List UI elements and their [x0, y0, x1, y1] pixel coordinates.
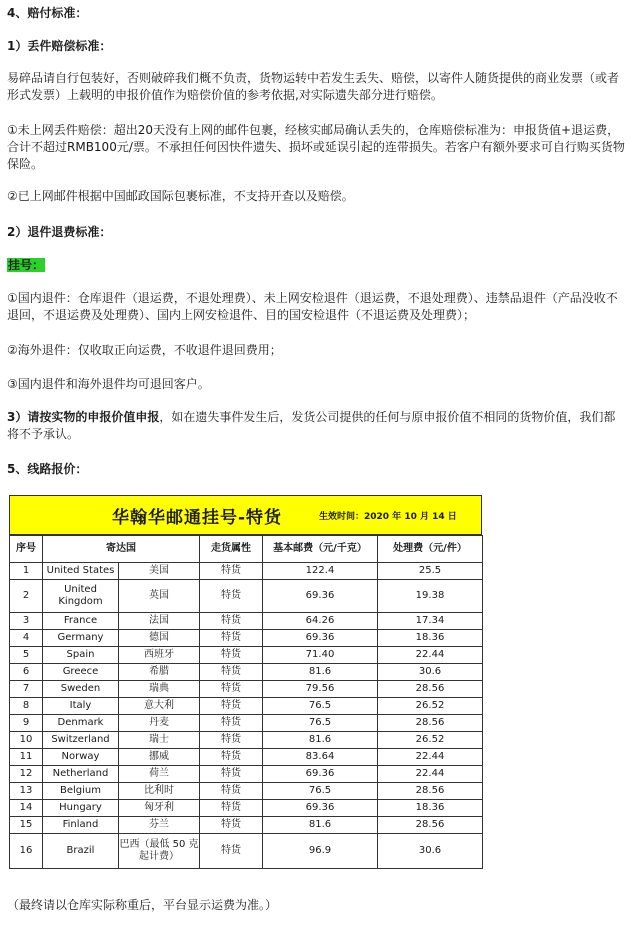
- country-en-cell: Greece: [43, 664, 119, 681]
- country-en-cell: Denmark: [43, 715, 119, 732]
- table-row: [10, 664, 483, 681]
- cargo-attribute-cell: 特货: [200, 834, 263, 869]
- cargo-attribute-cell: 特货: [200, 698, 263, 715]
- handling-fee-cell: 18.36: [378, 800, 483, 817]
- base-fee-cell: 76.5: [263, 698, 378, 715]
- country-cn-cell: 法国: [119, 613, 200, 630]
- handling-fee-cell: 19.38: [378, 580, 483, 613]
- country-en-cell: Spain: [43, 647, 119, 664]
- table-row: [10, 817, 483, 834]
- header-destination: 寄达国: [43, 536, 200, 563]
- country-en-cell: Belgium: [43, 783, 119, 800]
- base-fee-cell: 83.64: [263, 749, 378, 766]
- handling-fee-cell: 28.56: [378, 817, 483, 834]
- table-row: [10, 800, 483, 817]
- handling-fee-cell: 30.6: [378, 834, 483, 869]
- cargo-attribute-cell: 特货: [200, 732, 263, 749]
- declared-value-rest: ，如在遗失事件发生后，发货公司提供的任何与原申报价值不相同的货物价值，我们都将不予承认。: [7, 410, 616, 441]
- row-number-cell: 14: [10, 800, 43, 817]
- base-fee-cell: 81.6: [263, 732, 378, 749]
- paragraph-unscanned-loss: ①未上网丢件赔偿：超出20天没有上网的邮件包裹，经核实邮局确认丢失的，仓库赔偿标准为：申报货值+退运费，合计不超过RMB100元/票。不承担任何因快件遗失、损坏或延误引起的连带损失。若客户有额外要求可自行购买货物保险。: [7, 123, 625, 171]
- cargo-attribute-cell: 特货: [200, 715, 263, 732]
- row-number-cell: 5: [10, 647, 43, 664]
- section-4-2-title: 2）退件退费标准：: [7, 225, 112, 239]
- paragraph-scanned-loss: ②已上网邮件根据中国邮政国际包裹标准，不支持开查以及赔偿。: [7, 189, 354, 203]
- handling-fee-cell: 28.56: [378, 715, 483, 732]
- base-fee-cell: 71.40: [263, 647, 378, 664]
- country-en-cell: Sweden: [43, 681, 119, 698]
- handling-fee-cell: 25.5: [378, 563, 483, 580]
- cargo-attribute-cell: 特货: [200, 681, 263, 698]
- row-number-cell: 4: [10, 630, 43, 647]
- table-row: [10, 563, 483, 580]
- cargo-attribute-cell: 特货: [200, 766, 263, 783]
- row-number-cell: 7: [10, 681, 43, 698]
- table-row: [10, 783, 483, 800]
- base-fee-cell: 69.36: [263, 580, 378, 613]
- registered-label: [7, 257, 627, 274]
- row-number-cell: 6: [10, 664, 43, 681]
- price-table: [9, 535, 483, 869]
- country-en-cell: Germany: [43, 630, 119, 647]
- country-en-cell: Hungary: [43, 800, 119, 817]
- cargo-attribute-cell: 特货: [200, 817, 263, 834]
- country-cn-cell: 瑞士: [119, 732, 200, 749]
- base-fee-cell: 69.36: [263, 630, 378, 647]
- base-fee-cell: 69.36: [263, 800, 378, 817]
- base-fee-cell: 69.36: [263, 766, 378, 783]
- base-fee-cell: 81.6: [263, 664, 378, 681]
- handling-fee-cell: 30.6: [378, 664, 483, 681]
- base-fee-cell: 96.9: [263, 834, 378, 869]
- cargo-attribute-cell: 特货: [200, 800, 263, 817]
- country-cn-cell: 巴西（最低 50 克起计费）: [119, 834, 200, 869]
- section-4-1-title: 1）丢件赔偿标准：: [7, 39, 112, 53]
- country-cn-cell: 芬兰: [119, 817, 200, 834]
- base-fee-cell: 79.56: [263, 681, 378, 698]
- country-en-cell: Netherland: [43, 766, 119, 783]
- paragraph-fragile: 易碎品请自行包装好，否则破碎我们概不负责，货物运转中若发生丢失、赔偿，以寄件人随货提供的商业发票（或者形式发票）上载明的申报价值作为赔偿价值的参考依据,对实际遗失部分进行赔偿。: [7, 71, 620, 102]
- section-4-title: 4、赔付标准：: [7, 6, 88, 20]
- country-en-cell: France: [43, 613, 119, 630]
- base-fee-cell: 81.6: [263, 817, 378, 834]
- section-5-title: 5、线路报价：: [7, 462, 88, 476]
- handling-fee-cell: 22.44: [378, 766, 483, 783]
- row-number-cell: 11: [10, 749, 43, 766]
- country-en-cell: United States: [43, 563, 119, 580]
- row-number-cell: 13: [10, 783, 43, 800]
- paragraph-overseas-return: ②海外退件：仅收取正向运费，不收退件退回费用；: [7, 343, 282, 357]
- price-table-container: [9, 495, 482, 869]
- table-row: [10, 749, 483, 766]
- table-row: [10, 580, 483, 613]
- country-en-cell: Brazil: [43, 834, 119, 869]
- row-number-cell: 8: [10, 698, 43, 715]
- country-cn-cell: 匈牙利: [119, 800, 200, 817]
- header-handling-fee: 处理费（元/件）: [378, 536, 483, 563]
- cargo-attribute-cell: 特货: [200, 630, 263, 647]
- handling-fee-cell: 17.34: [378, 613, 483, 630]
- country-en-cell: Switzerland: [43, 732, 119, 749]
- table-row: [10, 766, 483, 783]
- country-cn-cell: 瑞典: [119, 681, 200, 698]
- country-en-cell: Norway: [43, 749, 119, 766]
- row-number-cell: 16: [10, 834, 43, 869]
- table-row: [10, 698, 483, 715]
- country-cn-cell: 希腊: [119, 664, 200, 681]
- row-number-cell: 1: [10, 563, 43, 580]
- country-cn-cell: 意大利: [119, 698, 200, 715]
- country-en-cell: Finland: [43, 817, 119, 834]
- country-cn-cell: 德国: [119, 630, 200, 647]
- table-header-row: [10, 536, 483, 563]
- row-number-cell: 2: [10, 580, 43, 613]
- paragraph-domestic-return: ①国内退件：仓库退件（退运费，不退处理费）、未上网安检退件（退运费，不退处理费）、违禁品退件（产品没收不退回，不退运费及处理费）、国内上网安检退件、目的国安检退件（不退运费及处理费）；: [7, 291, 618, 322]
- handling-fee-cell: 18.36: [378, 630, 483, 647]
- base-fee-cell: 64.26: [263, 613, 378, 630]
- row-number-cell: 10: [10, 732, 43, 749]
- country-en-cell: United Kingdom: [43, 580, 119, 613]
- table-row: [10, 732, 483, 749]
- row-number-cell: 9: [10, 715, 43, 732]
- registered-badge: 挂号：: [8, 258, 45, 272]
- footer-note: （最终请以仓库实际称重后，平台显示运费为准。）: [7, 898, 278, 912]
- table-row: [10, 613, 483, 630]
- country-cn-cell: 美国: [119, 563, 200, 580]
- country-cn-cell: 丹麦: [119, 715, 200, 732]
- country-cn-cell: 荷兰: [119, 766, 200, 783]
- country-cn-cell: 西班牙: [119, 647, 200, 664]
- table-row: [10, 681, 483, 698]
- cargo-attribute-cell: 特货: [200, 563, 263, 580]
- handling-fee-cell: 28.56: [378, 681, 483, 698]
- header-attribute: 走货属性: [200, 536, 263, 563]
- table-row: [10, 834, 483, 869]
- price-table-title-bar: [9, 495, 482, 535]
- paragraph-return-to-customer: ③国内退件和海外退件均可退回客户。: [7, 377, 210, 391]
- paragraph-declared-value: [7, 409, 627, 443]
- country-cn-cell: 英国: [119, 580, 200, 613]
- country-en-cell: Italy: [43, 698, 119, 715]
- handling-fee-cell: 26.52: [378, 698, 483, 715]
- cargo-attribute-cell: 特货: [200, 647, 263, 664]
- row-number-cell: 15: [10, 817, 43, 834]
- table-row: [10, 715, 483, 732]
- row-number-cell: 3: [10, 613, 43, 630]
- cargo-attribute-cell: 特货: [200, 580, 263, 613]
- header-base-fee: 基本邮费（元/千克）: [263, 536, 378, 563]
- base-fee-cell: 76.5: [263, 783, 378, 800]
- header-no: 序号: [10, 536, 43, 563]
- handling-fee-cell: 22.44: [378, 749, 483, 766]
- cargo-attribute-cell: 特货: [200, 749, 263, 766]
- base-fee-cell: 122.4: [263, 563, 378, 580]
- handling-fee-cell: 28.56: [378, 783, 483, 800]
- cargo-attribute-cell: 特货: [200, 613, 263, 630]
- table-row: [10, 630, 483, 647]
- cargo-attribute-cell: 特货: [200, 783, 263, 800]
- country-cn-cell: 挪威: [119, 749, 200, 766]
- declared-value-bold: 3）请按实物的申报价值申报: [7, 410, 160, 424]
- price-table-effective-date: 生效时间：2020 年 10 月 14 日: [319, 512, 457, 522]
- handling-fee-cell: 22.44: [378, 647, 483, 664]
- handling-fee-cell: 26.52: [378, 732, 483, 749]
- price-table-title: 华翰华邮通挂号-特货: [112, 508, 283, 528]
- base-fee-cell: 76.5: [263, 715, 378, 732]
- cargo-attribute-cell: 特货: [200, 664, 263, 681]
- row-number-cell: 12: [10, 766, 43, 783]
- country-cn-cell: 比利时: [119, 783, 200, 800]
- table-row: [10, 647, 483, 664]
